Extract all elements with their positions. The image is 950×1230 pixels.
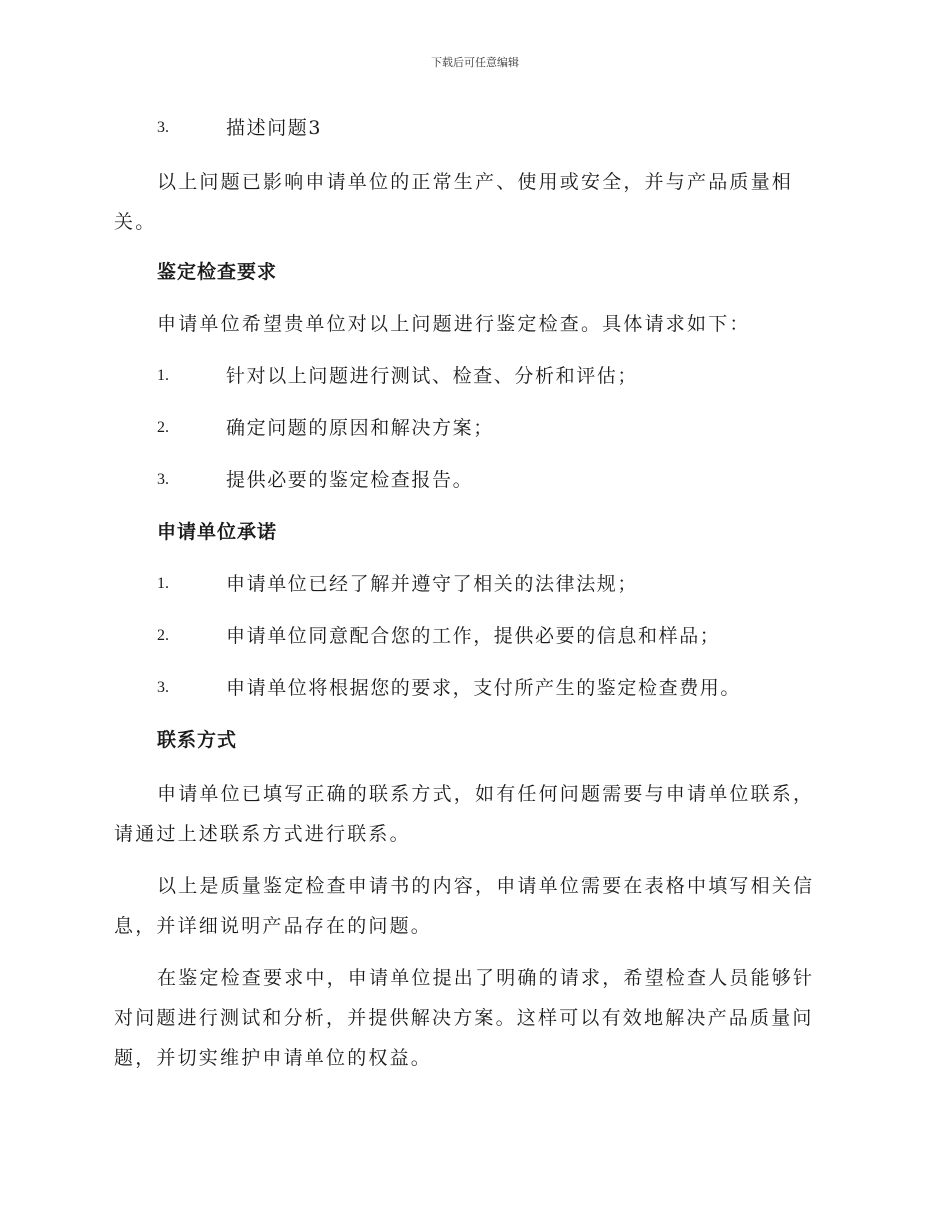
paragraph: 在鉴定检查要求中，申请单位提出了明确的请求，希望检查人员能够针对问题进行测试和分析，并提供解决方案。这样可以有效地解决产品质量问题，并切实维护申请单位的权益。	[114, 967, 815, 1069]
list-item	[114, 462, 834, 514]
list-text: 申请单位同意配合您的工作，提供必要的信息和样品；	[226, 625, 721, 647]
section-heading: 鉴定检查要求	[157, 261, 278, 283]
page-header: 下载后可任意编辑	[431, 56, 519, 69]
section-heading: 联系方式	[157, 729, 238, 751]
section-heading: 申请单位承诺	[157, 521, 278, 543]
document-body	[114, 110, 834, 1078]
paragraph: 申请单位已填写正确的联系方式，如有任何问题需要与申请单位联系，请通过上述联系方式进行联系。	[114, 783, 815, 845]
list-text: 申请单位将根据您的要求，支付所产生的鉴定检查费用。	[226, 677, 742, 699]
list-text: 申请单位已经了解并遵守了相关的法律法规；	[226, 573, 639, 595]
paragraph-text: 申请单位希望贵单位对以上问题进行鉴定检查。具体请求如下：	[157, 313, 751, 335]
paragraph: 以上是质量鉴定检查申请书的内容，申请单位需要在表格中填写相关信息，并详细说明产品存在的问题。	[114, 875, 815, 937]
list-text: 描述问题3	[226, 117, 323, 139]
list-number: 2.	[157, 419, 169, 436]
list-item	[114, 618, 834, 670]
list-text: 针对以上问题进行测试、检查、分析和评估；	[226, 365, 639, 387]
list-number: 3.	[157, 119, 169, 136]
list-item	[114, 358, 834, 410]
paragraph: 以上问题已影响申请单位的正常生产、使用或安全，并与产品质量相关。	[114, 171, 794, 233]
list-number: 3.	[157, 679, 169, 696]
list-text: 提供必要的鉴定检查报告。	[226, 469, 474, 491]
paragraph-line	[114, 306, 834, 358]
list-item	[114, 566, 834, 618]
list-item	[114, 670, 834, 722]
list-text: 确定问题的原因和解决方案；	[226, 417, 494, 439]
list-item	[114, 410, 834, 462]
list-number: 3.	[157, 471, 169, 488]
list-number: 1.	[157, 575, 169, 592]
list-number: 2.	[157, 627, 169, 644]
list-number: 1.	[157, 367, 169, 384]
list-item	[114, 110, 834, 162]
